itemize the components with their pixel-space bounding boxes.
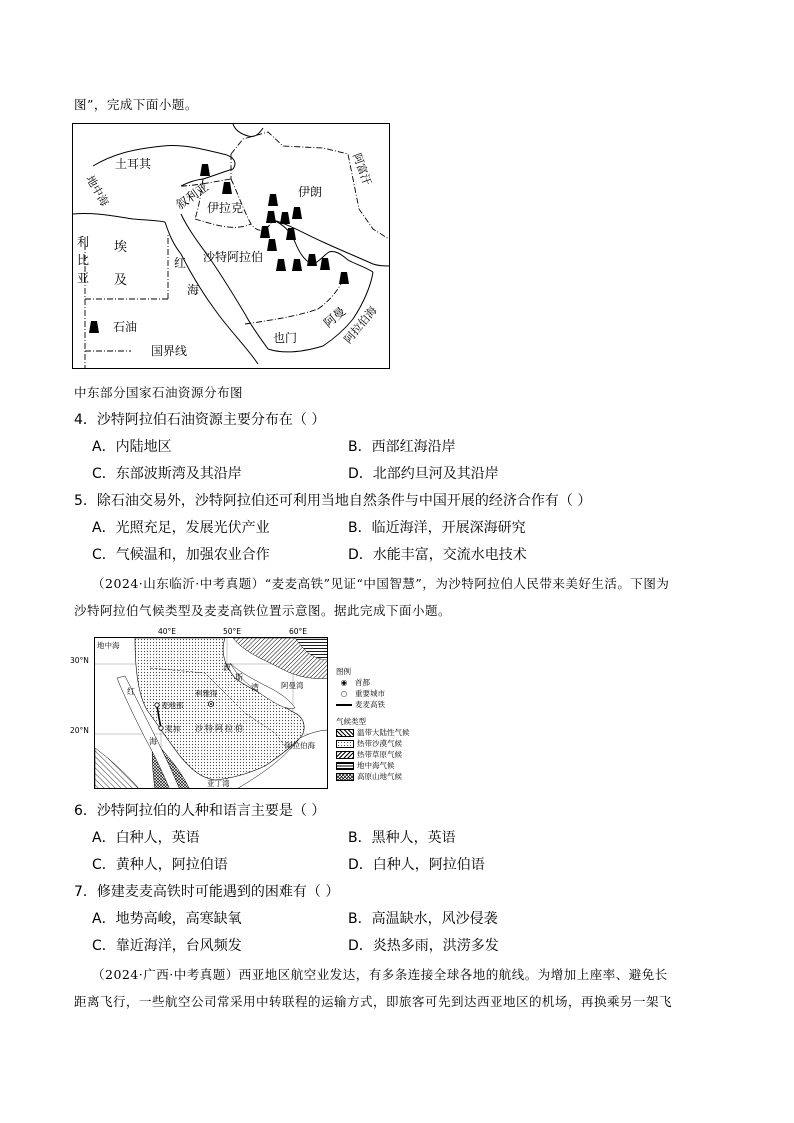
label-iran: 伊朗 bbox=[298, 185, 323, 199]
label-red: 红 bbox=[127, 687, 135, 696]
label-saudi: 沙特阿拉伯 bbox=[203, 250, 264, 264]
label-red-sea-1: 红 bbox=[174, 256, 187, 270]
oil-icon bbox=[320, 258, 330, 270]
label-oman-gulf: 阿曼湾 bbox=[281, 681, 304, 690]
label-riyadh: 利雅得 bbox=[195, 689, 218, 698]
red-sea-west-coast bbox=[165, 222, 258, 364]
label-libya-2: 比 bbox=[77, 253, 90, 267]
label-persian-3: 湾 bbox=[251, 683, 259, 692]
legend-c2 bbox=[336, 738, 446, 749]
para2-line1: （2024·山东临沂·中考真题）“麦麦高铁”见证“中国智慧”，为沙特阿拉伯人民带来美好生活。下图为 bbox=[92, 576, 670, 591]
q7-option-d[interactable]: D．炎热多雨，洪涝多发 bbox=[348, 938, 499, 954]
q4-option-d[interactable]: D．北部约旦河及其沿岸 bbox=[348, 466, 499, 482]
lat-20: 20°N bbox=[70, 726, 89, 735]
legend-c1-label: 温带大陆性气候 bbox=[357, 728, 410, 737]
label-arabian-sea: 阿拉伯海 bbox=[341, 304, 380, 347]
middle-east-map-svg bbox=[73, 124, 389, 368]
legend-capital bbox=[336, 677, 446, 688]
q5-option-d[interactable]: D．水能丰富，交流水电技术 bbox=[348, 547, 527, 563]
legend-c2-label: 热带沙漠气候 bbox=[357, 739, 402, 748]
legend-c1 bbox=[336, 727, 446, 738]
oil-icon bbox=[267, 239, 277, 251]
q6-stem: 6．沙特阿拉伯的人种和语言主要是（ ） bbox=[74, 803, 326, 819]
oil-icon bbox=[266, 211, 276, 223]
city-mecca-marker bbox=[159, 726, 163, 730]
label-egypt-1: 埃 bbox=[114, 240, 128, 255]
label-mecca: 麦加 bbox=[165, 724, 180, 733]
label-libya-1: 利 bbox=[77, 235, 90, 249]
label-persian-2: 斯 bbox=[235, 673, 243, 682]
legend-title: 图例 bbox=[336, 667, 351, 676]
q4-option-a[interactable]: A．内陆地区 bbox=[92, 439, 172, 455]
label-mediterranean-2: 地中海 bbox=[97, 641, 120, 650]
legend-c5-label: 高原山地气候 bbox=[357, 772, 402, 781]
label-mediterranean: 地中海 bbox=[83, 173, 112, 209]
q7-stem: 7．修建麦麦高铁时可能遇到的困难有（ ） bbox=[74, 884, 340, 900]
label-syria: 叙利亚 bbox=[173, 180, 212, 213]
label-saudi-2: 沙特阿拉伯 bbox=[195, 724, 245, 733]
capital-riyadh-dot bbox=[210, 703, 212, 705]
lon-60: 60°E bbox=[289, 627, 308, 636]
oil-icon bbox=[339, 272, 349, 284]
q6-option-b[interactable]: B．黑种人，英语 bbox=[348, 830, 456, 846]
oil-icon bbox=[200, 164, 210, 176]
highland-swatch bbox=[336, 773, 354, 781]
label-egypt-2: 及 bbox=[114, 273, 128, 288]
legend-c4 bbox=[336, 760, 446, 771]
label-afghanistan: 阿富汗 bbox=[350, 151, 374, 187]
legend-c3 bbox=[336, 749, 446, 760]
q7-option-a[interactable]: A．地势高峻，高寒缺氧 bbox=[92, 911, 242, 927]
mediterranean-swatch bbox=[336, 762, 354, 770]
oil-icon bbox=[276, 259, 286, 271]
label-iraq: 伊拉克 bbox=[207, 201, 244, 215]
label-turkey: 土耳其 bbox=[115, 157, 152, 171]
legend-capital-label: 首都 bbox=[355, 678, 370, 687]
oil-icon bbox=[292, 207, 302, 219]
label-libya-3: 亚 bbox=[77, 271, 90, 285]
q5-stem: 5．除石油交易外，沙特阿拉伯还可利用当地自然条件与中国开展的经济合作有（ ） bbox=[74, 493, 592, 509]
oil-icon bbox=[222, 182, 232, 194]
oil-icon bbox=[280, 212, 290, 224]
mediterranean-coast bbox=[73, 213, 165, 222]
q6-option-a[interactable]: A．白种人，英语 bbox=[92, 830, 200, 846]
savanna-region bbox=[95, 748, 140, 789]
q7-option-c[interactable]: C．靠近海洋，台风频发 bbox=[92, 938, 242, 954]
para3-line2: 距离飞行，一些航空公司常采用中转联程的运输方式，即旅客可先到达西亚地区的机场，再换乘另一架飞 bbox=[74, 994, 673, 1009]
legend-railway-label: 麦麦高铁 bbox=[355, 700, 385, 709]
capital-icon: ◉ bbox=[340, 678, 348, 687]
savanna-swatch bbox=[336, 751, 354, 759]
red-sea-east-coast bbox=[181, 214, 268, 349]
q5-option-b[interactable]: B．临近海洋，开展深海研究 bbox=[348, 520, 526, 536]
map1-caption: 中东部分国家石油资源分布图 bbox=[74, 385, 244, 400]
lat-30: 30°N bbox=[70, 656, 89, 665]
q7-option-b[interactable]: B．高温缺水，风沙侵袭 bbox=[348, 911, 498, 927]
q4-stem: 4．沙特阿拉伯石油资源主要分布在（ ） bbox=[74, 412, 326, 428]
climate-map-legend bbox=[336, 666, 446, 782]
q6-option-c[interactable]: C．黄种人，阿拉伯语 bbox=[92, 857, 228, 873]
legend-railway bbox=[336, 699, 446, 710]
legend-city bbox=[336, 688, 446, 699]
legend-oil-icon bbox=[89, 321, 99, 333]
label-oman: 阿曼 bbox=[321, 304, 349, 331]
legend-climate-title: 气候类型 bbox=[336, 717, 366, 726]
temperate-continental-swatch bbox=[336, 729, 354, 737]
legend-border-label: 国界线 bbox=[151, 344, 188, 358]
label-aden: 亚丁湾 bbox=[207, 779, 230, 788]
oil-icon bbox=[307, 254, 317, 266]
q4-option-c[interactable]: C．东部波斯湾及其沿岸 bbox=[92, 466, 242, 482]
oil-icon bbox=[268, 194, 278, 206]
legend-city-label: 重要城市 bbox=[355, 689, 385, 698]
lon-40: 40°E bbox=[158, 627, 177, 636]
tropical-desert-swatch bbox=[336, 740, 354, 748]
lon-50: 50°E bbox=[223, 627, 242, 636]
q5-option-c[interactable]: C．气候温和，加强农业合作 bbox=[92, 547, 270, 563]
legend-c4-label: 地中海气候 bbox=[357, 761, 395, 770]
q6-option-d[interactable]: D．白种人，阿拉伯语 bbox=[348, 857, 485, 873]
city-icon: ○ bbox=[340, 689, 348, 698]
legend-c5 bbox=[336, 771, 446, 782]
oil-icon bbox=[292, 259, 302, 271]
legend-oil-label: 石油 bbox=[113, 320, 138, 334]
oil-icon bbox=[260, 226, 270, 238]
climate-map-svg bbox=[95, 638, 328, 789]
label-sea: 海 bbox=[149, 737, 157, 746]
label-red-sea-2: 海 bbox=[187, 283, 200, 297]
q5-option-a[interactable]: A．光照充足，发展光伏产业 bbox=[92, 520, 270, 536]
para3-line1: （2024·广西·中考真题）西亚地区航空业发达，有多条连接全球各地的航线。为增加上座率、避免长 bbox=[92, 967, 668, 982]
label-medina: 麦地那 bbox=[161, 701, 184, 710]
label-arabian-sea-2: 阿拉伯海 bbox=[285, 741, 315, 750]
railway-line-icon bbox=[336, 704, 352, 706]
legend-c3-label: 热带草原气候 bbox=[357, 750, 402, 759]
climate-railway-map bbox=[94, 637, 328, 789]
city-medina-marker bbox=[155, 703, 159, 707]
q4-option-b[interactable]: B．西部红海沿岸 bbox=[348, 439, 456, 455]
label-persian-1: 波 bbox=[223, 663, 231, 672]
para2-line2: 沙特阿拉伯气候类型及麦麦高铁位置示意图。据此完成下面小题。 bbox=[74, 603, 452, 618]
middle-east-oil-map bbox=[72, 123, 390, 369]
intro-line: 图”，完成下面小题。 bbox=[74, 97, 198, 112]
label-yemen: 也门 bbox=[273, 331, 298, 345]
